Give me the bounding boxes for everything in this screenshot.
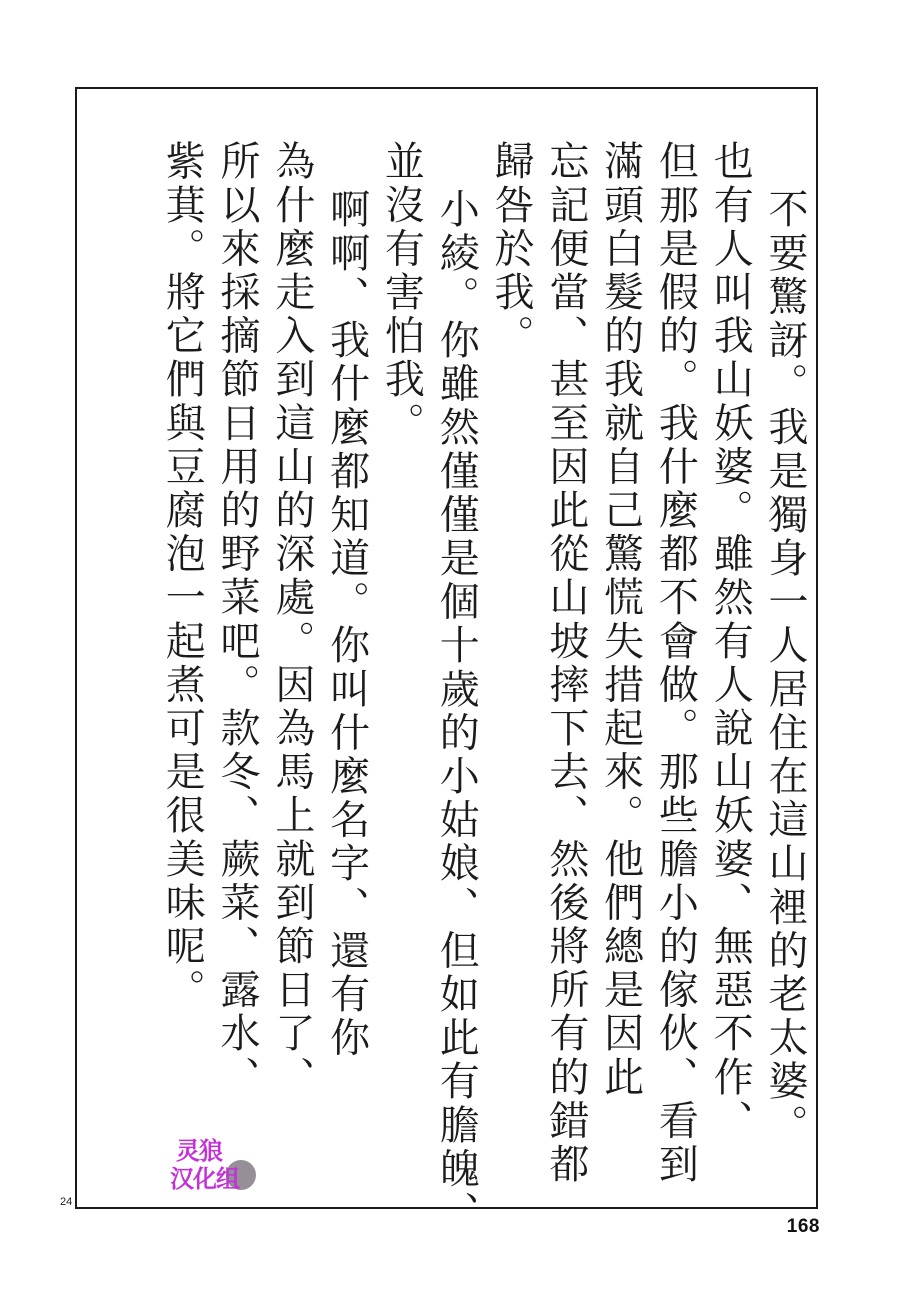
page-number: 168 [786, 1216, 820, 1237]
text-column-9: 啊啊、我什麼都知道。你叫什麼名字、還有你 [323, 188, 370, 1060]
text-column-5: 忘記便當、甚至因此從山坡摔下去、然後將所有的錯都 [542, 140, 589, 1187]
watermark-line-1: 灵狼 [176, 1137, 222, 1165]
text-column-7: 小綾。你雖然僅僅是個十歲的小姑娘、但如此有膽魄、 [433, 188, 480, 1235]
watermark-line-2: 汉化组 [170, 1165, 239, 1193]
text-column-12: 紫萁。將它們與豆腐泡一起煮可是很美味呢。 [159, 140, 206, 1012]
text-column-6: 歸咎於我。 [488, 140, 535, 358]
text-column-8: 並沒有害怕我。 [378, 140, 425, 446]
text-column-10: 為什麼走入到這山的深處。因為馬上就到節日了、 [268, 140, 315, 1100]
text-column-3: 但那是假的。我什麼都不會做。那些膽小的傢伙、看到 [652, 140, 699, 1187]
text-column-1: 不要驚訝。我是獨身一人居住在這山裡的老太婆。 [762, 188, 808, 1148]
text-column-11: 所以來採摘節日用的野菜吧。款冬、蕨菜、露水、 [214, 140, 261, 1100]
margin-number: 24 [60, 1196, 73, 1208]
text-column-4: 滿頭白髮的我就自己驚慌失措起來。他們總是因此 [597, 140, 644, 1100]
text-column-2: 也有人叫我山妖婆。雖然有人說山妖婆、無惡不作、 [707, 140, 754, 1143]
scanlation-watermark-logo [168, 1132, 263, 1212]
